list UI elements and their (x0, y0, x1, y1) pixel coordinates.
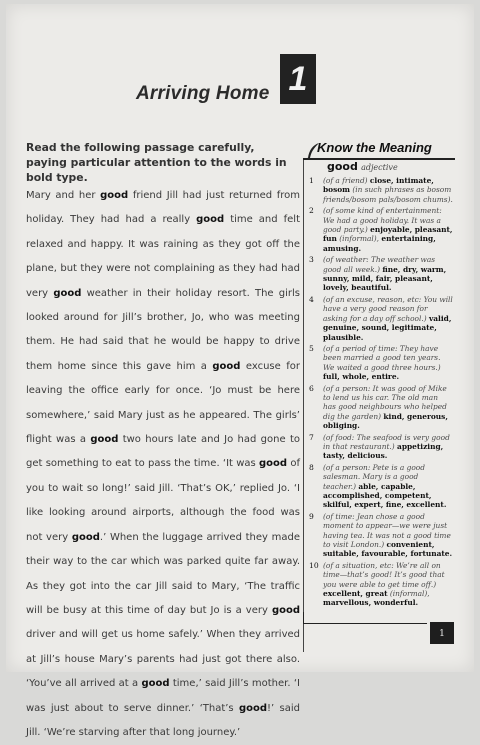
definition-number: 8 (309, 462, 314, 472)
definition-synonyms: enjoyable, pleasant, fun (323, 225, 453, 244)
reading-passage: Mary and her good friend Jill had just returned from holiday. They had had a really good time and felt relaxed and happy. It was raining as they got off the plane, but they were not complaining as they had had very good weather in their holiday resort. The girls looked around for Jill’s brother, Jo, who was meeting them. He had said that he would be happy to drive them home since this gave him a good excuse for leaving the office early for once. ‘Jo must be here somewhere,’ said Mary just as he appeared. The girls’ flight was a good two hours late and Jo had gone to get something to eat to pass the time. ‘It was good of you to wait so long!’ said Jill. ‘That’s OK,’ replied Jo. ‘I like looking around airports, although the food was not very good.’ When the luggage arrived they made their way to the car which was parked quite far away. As they got into the car Jill said to Mary, ‘The traffic will be busy at this time of day but Jo is a very good driver and will get us home safely.’ When they arrived at Jill’s house Mary’s parents had just got there also. ‘You’ve all arrived at a good time,’ said Jill’s mother. ‘I was just about to serve dinner.’ ‘That’s good!’ said Jill. ‘We’re starving after that long journey.’ (26, 190, 301, 738)
definition-item (309, 384, 453, 431)
page-title: Arriving Home (136, 83, 270, 104)
definition-number: 7 (309, 432, 314, 442)
definition-context: (of time: Jean chose a good moment to appear—we were just having tea. It was not a good time to visit London.) (323, 511, 451, 550)
definition-list (309, 176, 453, 610)
headword (327, 160, 398, 173)
definition-number: 5 (309, 343, 314, 353)
definition-synonyms: appetizing, tasty, delicious. (323, 441, 444, 461)
definition-context: (of a situation, etc: We’re all on time—that’s good! It’s good that you were able to get time off.) (323, 560, 445, 589)
definition-item (309, 344, 453, 382)
definition-synonyms-extra: marvellous, wonderful. (323, 598, 419, 608)
definition-context: (of a person: Pete is a good salesman. Mary is a good teacher.) (323, 462, 425, 491)
definition-item (309, 206, 453, 253)
definition-context: (of a friend) (323, 176, 368, 185)
bold-word-good: good (196, 214, 225, 226)
part-of-speech: adjective (361, 163, 398, 172)
definition-synonyms: valid, genuine, sound, legitimate, plausible. (323, 313, 452, 342)
definition-context: (of weather: The weather was good all week.) (323, 255, 436, 274)
sidebar-header (303, 140, 453, 160)
definition-synonyms: convenient, suitable, favourable, fortunate. (323, 540, 453, 559)
definition-number: 2 (309, 206, 314, 216)
definition-item (309, 295, 453, 342)
definition-note: (informal), (339, 234, 380, 244)
definition-number: 1 (309, 176, 314, 185)
definition-synonyms: full, whole, entire. (323, 372, 400, 382)
definition-context: (of a period of time: They have been married a good ten years. We waited a good three hours.) (323, 343, 441, 372)
definition-item (309, 176, 453, 204)
definition-note: (informal), (389, 589, 430, 599)
definition-item (309, 255, 453, 293)
bold-word-good: good (53, 287, 82, 299)
instructions-text: Read the following passage carefully, paying particular attention to the words in bold type. (26, 141, 287, 184)
sidebar-vertical-rule (303, 160, 304, 652)
definition-synonyms: excellent, great (323, 589, 388, 599)
definition-number: 3 (309, 255, 314, 265)
definition-context: (of an excuse, reason, etc: You will have a very good reason for asking for a day off school.) (323, 294, 453, 323)
definition-context: (of food: The seafood is very good in that restaurant.) (323, 432, 450, 451)
definition-synonyms: able, capable, accomplished, competent, skilful, expert, fine, excellent. (323, 481, 447, 510)
bold-word-good: good (71, 531, 100, 543)
bold-word-good: good (141, 678, 170, 690)
definition-synonyms: close, intimate, bosom (323, 176, 434, 195)
page-number: 1 (430, 622, 454, 644)
bold-word-good: good (259, 458, 288, 470)
sidebar-heading: Know the Meaning (317, 140, 432, 155)
bold-word-good: good (212, 360, 241, 372)
bold-word-good: good (238, 702, 268, 714)
definition-synonyms: fine, dry, warm, sunny, mild, fair, pleasant, lovely, beautiful. (323, 264, 447, 293)
definition-item (309, 463, 453, 510)
bold-word-good: good (271, 604, 300, 616)
headword-word: good (327, 160, 358, 173)
footer-rule (303, 623, 427, 624)
definition-note: (in such phrases as bosom friends/bosom pals/bosom chums). (323, 185, 453, 204)
definition-item (309, 561, 453, 608)
definition-item (309, 512, 453, 559)
definition-item (309, 433, 453, 461)
definition-synonyms-extra: entertaining, amusing. (323, 234, 436, 253)
definition-number: 6 (309, 383, 314, 393)
definition-context: (of a person: It was good of Mike to lend us his car. The old man has good neighbours who helped dig the garden) (323, 383, 447, 421)
definition-synonyms: kind, generous, obliging. (323, 411, 448, 431)
definition-context: (of some kind of entertainment: We had a good holiday. It was a good party.) (323, 206, 442, 235)
bold-word-good: good (90, 434, 119, 446)
definition-number: 4 (309, 294, 314, 304)
bold-word-good: good (100, 190, 129, 201)
definition-number: 10 (309, 560, 319, 570)
unit-number-badge: 1 (280, 54, 316, 104)
definition-number: 9 (309, 511, 314, 521)
